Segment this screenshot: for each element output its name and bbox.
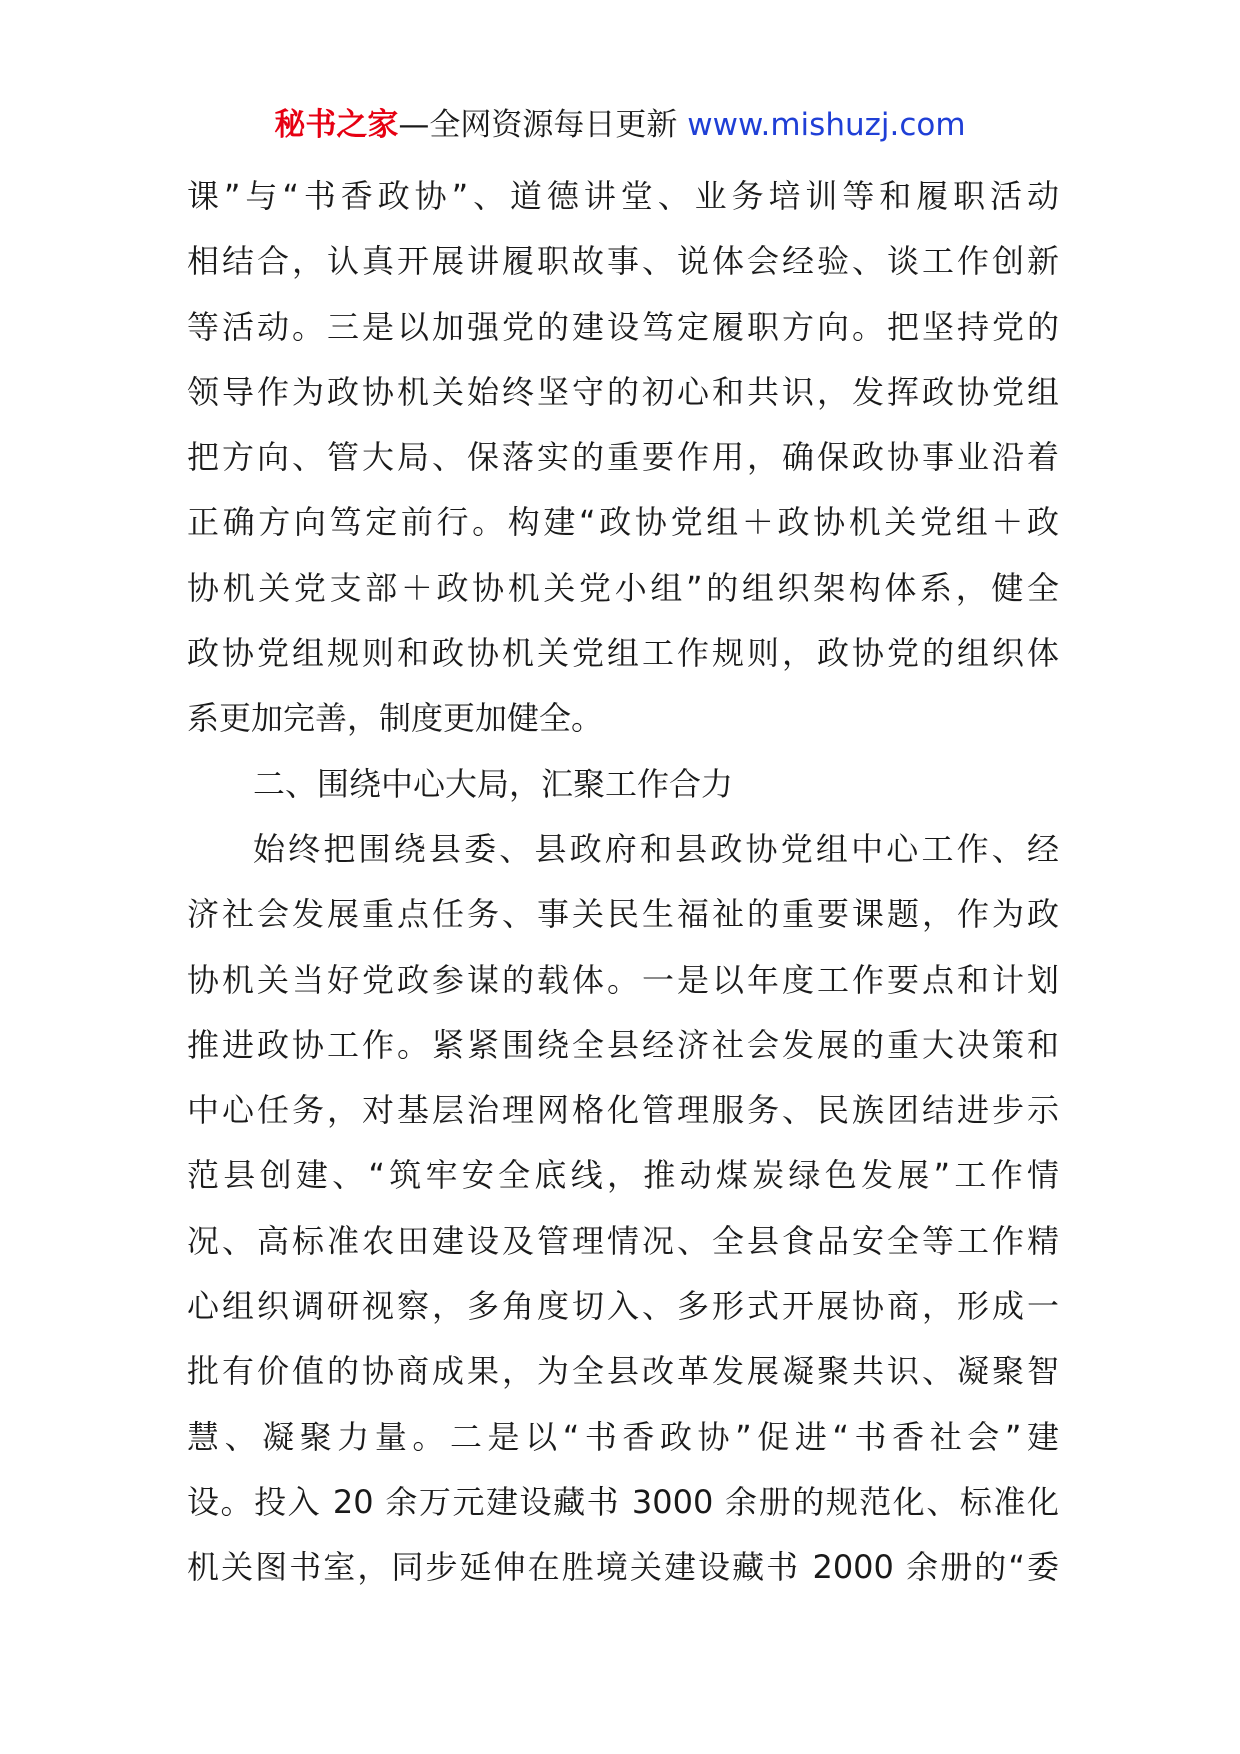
section-heading: 二、围绕中心大局，汇聚工作合力 (253, 764, 734, 803)
text-line: 心组织调研视察，多角度切入、多形式开展协商，形成一 (187, 1287, 1059, 1326)
text-line: 相结合，认真开展讲履职故事、说体会经验、谈工作创新 (187, 242, 1059, 281)
paragraph-first-line: 始终把围绕县委、县政府和县政协党组中心工作、经 (253, 829, 1059, 868)
text-line: 协机关当好党政参谋的载体。一是以年度工作要点和计划 (187, 960, 1059, 999)
text-line: 批有价值的协商成果，为全县改革发展凝聚共识、凝聚智 (187, 1352, 1059, 1391)
body-text (187, 164, 1059, 1601)
site-header (0, 104, 1240, 146)
text-line: 课”与“书香政协”、道德讲堂、业务培训等和履职活动 (187, 177, 1059, 215)
text-line: 设。投入 20 余万元建设藏书 3000 余册的规范化、标准化 (187, 1482, 1059, 1521)
site-url-link[interactable]: www.mishuzj.com (687, 107, 966, 143)
text-line: 济社会发展重点任务、事关民生福祉的重要课题，作为政 (187, 895, 1059, 934)
text-line: 况、高标准农田建设及管理情况、全县食品安全等工作精 (187, 1221, 1059, 1260)
text-line: 领导作为政协机关始终坚守的初心和共识，发挥政协党组 (187, 372, 1059, 411)
text-line: 中心任务，对基层治理网格化管理服务、民族团结进步示 (187, 1091, 1059, 1130)
text-line: 政协党组规则和政协机关党组工作规则，政协党的组织体 (187, 634, 1059, 673)
text-line: 正确方向笃定前行。构建“政协党组＋政协机关党组＋政 (187, 503, 1059, 542)
text-line: 等活动。三是以加强党的建设笃定履职方向。把坚持党的 (187, 307, 1059, 346)
text-line: 范县创建、“筑牢安全底线，推动煤炭绿色发展”工作情 (187, 1156, 1059, 1195)
header-tagline: —全网资源每日更新 (398, 107, 678, 143)
text-line: 把方向、管大局、保落实的重要作用，确保政协事业沿着 (187, 438, 1059, 477)
text-line: 慧、凝聚力量。二是以“书香政协”促进“书香社会”建 (187, 1417, 1059, 1456)
brand-name: 秘书之家 (274, 107, 399, 143)
text-line: 系更加完善，制度更加健全。 (187, 699, 604, 738)
text-line: 机关图书室，同步延伸在胜境关建设藏书 2000 余册的“委 (187, 1548, 1059, 1587)
text-line: 协机关党支部＋政协机关党小组”的组织架构体系，健全 (187, 568, 1059, 607)
text-line: 推进政协工作。紧紧围绕全县经济社会发展的重大决策和 (187, 1025, 1059, 1064)
